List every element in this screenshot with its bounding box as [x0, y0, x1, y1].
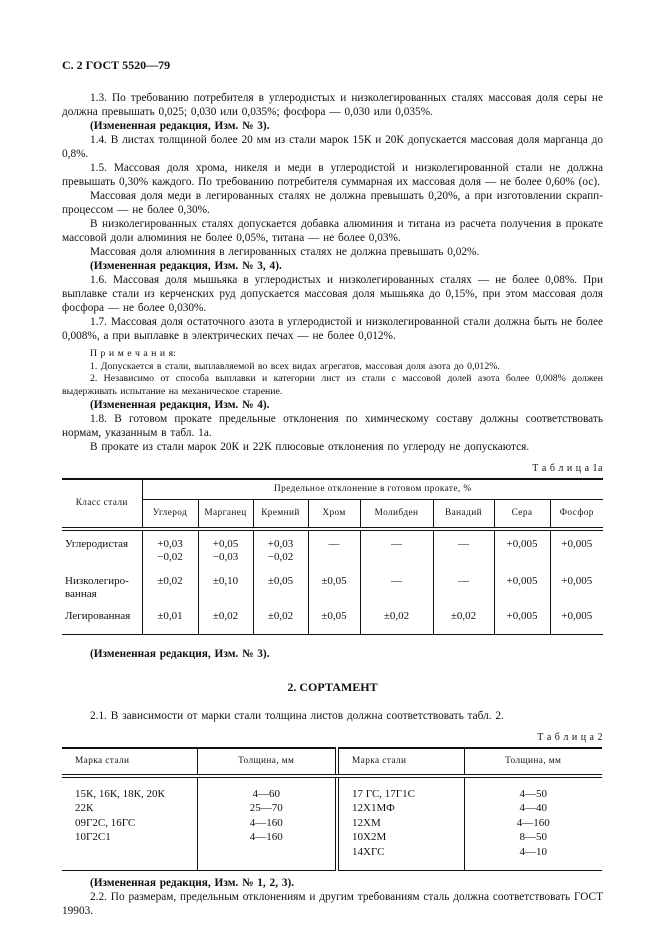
table-1a [62, 478, 603, 635]
table-cell: 22К [75, 802, 94, 814]
column-header: Марганец [198, 500, 253, 530]
paragraph: П р и м е ч а н и я: [90, 348, 176, 359]
section-2-heading: 2. СОРТАМЕНТ [287, 679, 378, 694]
cell-line: +0,03 [267, 538, 294, 550]
table-cell [253, 529, 308, 568]
cell-line: ванная [65, 588, 97, 600]
table-row [62, 603, 603, 634]
table-cell: 25—70 [197, 801, 337, 816]
column-header: Марка стали [62, 748, 197, 776]
cell-line: — [328, 538, 340, 550]
table-cell [198, 529, 253, 568]
table-cell [550, 603, 603, 634]
cell-line: — [391, 538, 402, 550]
cell-line: −0,02 [267, 551, 294, 563]
cell-line: ±0,05 [267, 575, 294, 587]
cell-line: ±0,02 [450, 610, 477, 622]
table-1a-head [62, 479, 603, 529]
steel-class-cell [62, 529, 142, 568]
table-cell: 14ХГС [337, 845, 464, 871]
cell-line: +0,005 [506, 575, 538, 587]
paragraph: 1.6. Массовая доля мышьяка в углеродистых и низколегированных сталях — не более 0,08%. При выплавке стали из керченских руд допускается массовая доля мышьяка до 0,15%, при этом массовая доля фосфора — не более 0,030%. [62, 274, 603, 314]
span-header: Предельное отклонение в готовом прокате, % [142, 479, 603, 500]
table-row [62, 830, 602, 845]
cell-line: +0,005 [561, 538, 593, 550]
paragraph: 1.4. В листах толщиной более 20 мм из стали марок 15К и 20К допускается массовая доля марганца до 0,8%. [62, 134, 603, 160]
table-cell: 09Г2С, 16ГС [75, 816, 136, 829]
table-row [62, 776, 602, 802]
column-header: Молибден [360, 500, 433, 530]
cell-line: ±0,10 [212, 575, 239, 587]
table-cell [360, 529, 433, 568]
paragraph: Массовая доля алюминия в легированных сталях не должна превышать 0,02%. [90, 246, 480, 258]
paragraph: (Измененная редакция, Изм. № 4). [90, 399, 270, 411]
column-header: Сера [494, 500, 550, 530]
cell-line: −0,03 [212, 551, 239, 563]
column-header: Толщина, мм [464, 748, 602, 776]
cell-line: ±0,05 [321, 575, 347, 587]
table-cell [360, 568, 433, 603]
cell-line: — [458, 575, 469, 587]
column-header: Хром [308, 500, 360, 530]
table-cell: 10Г2С1 [75, 831, 111, 843]
cell-line: +0,005 [561, 575, 593, 587]
column-header: Толщина, мм [197, 748, 337, 776]
table-row [62, 845, 602, 871]
paragraph-2-2: 2.2. По размерам, предельным отклонениям и другим требованиям сталь должна соответствовать ГОСТ 19903. [62, 891, 603, 917]
paragraph: 2. Независимо от способа выплавки и категории лист из стали с массовой долей азота более 0,008% должен выдерживать испытание на механическое старение. [62, 373, 603, 397]
table-2-footnote: (Измененная редакция, Изм. № 1, 2, 3). [90, 877, 295, 889]
table-row [62, 801, 602, 816]
cell-line: +0,03 [157, 538, 183, 550]
cell-line: Легированная [65, 610, 131, 622]
column-header: Кремний [253, 500, 308, 530]
table-cell: 4—160 [197, 830, 337, 845]
table-2-body [62, 776, 602, 871]
table-cell [494, 603, 550, 634]
page-header: С. 2 ГОСТ 5520—79 [62, 58, 171, 72]
table-cell: 4—50 [464, 776, 602, 802]
table-cell [550, 568, 603, 603]
table-cell [142, 529, 198, 568]
column-header: Марка стали [337, 748, 464, 776]
cell-line: ±0,02 [157, 575, 183, 587]
cell-line: +0,005 [506, 610, 538, 622]
table-cell [197, 845, 337, 871]
table-cell: 4—10 [464, 845, 602, 871]
table-1a-subheader-row [62, 500, 603, 530]
table-cell: 12Х1МФ [337, 801, 464, 816]
table-cell: 8—50 [464, 830, 602, 845]
table-row [62, 529, 603, 568]
cell-line: −0,02 [157, 551, 183, 563]
paragraph-2-1: 2.1. В зависимости от марки стали толщина листов должна соответствовать табл. 2. [90, 709, 504, 722]
cell-line: ±0,02 [212, 610, 239, 622]
table-cell [198, 568, 253, 603]
cell-line: ±0,02 [383, 610, 410, 622]
paragraph: 1.3. По требованию потребителя в углеродистых и низколегированных сталях массовая доля серы не должна превышать 0,025; 0,030 или 0,035%; фосфора — 0,030 или 0,035%. [62, 92, 603, 118]
table-cell [142, 603, 198, 634]
section-1-paragraphs [62, 91, 603, 454]
steel-class-cell [62, 568, 142, 603]
table-cell [433, 603, 494, 634]
paragraph: 1.8. В готовом прокате предельные отклонения по химическому составу должны соответствовать нормам, указанным в табл. 1а. [62, 413, 603, 439]
table-cell: 15К, 16К, 18К, 20К [75, 787, 165, 800]
paragraph: В низколегированных сталях допускается добавка алюминия и титана из расчета получения в прокате массовой доли алюминия не более 0,05%, титана — не более 0,03%. [62, 218, 603, 244]
table-cell [142, 568, 198, 603]
cell-line: ±0,05 [321, 610, 347, 622]
table-2-header-row [62, 748, 602, 776]
table-cell [253, 603, 308, 634]
table-cell [494, 568, 550, 603]
table-cell [308, 568, 360, 603]
table-row [62, 568, 603, 603]
cell-line: +0,05 [212, 538, 239, 550]
cell-line: +0,005 [506, 538, 538, 550]
table-1a-header-row [62, 479, 603, 500]
cell-line: Низколегиро- [65, 575, 129, 587]
cell-line: Углеродистая [65, 538, 129, 550]
table-row [62, 816, 602, 831]
table-1a-footnote: (Измененная редакция, Изм. № 3). [90, 647, 270, 660]
table-cell: 4—160 [197, 816, 337, 831]
table-cell [308, 603, 360, 634]
cell-line: +0,005 [561, 610, 593, 622]
paragraph: (Измененная редакция, Изм. № 3, 4). [90, 260, 282, 272]
paragraph: Массовая доля меди в легированных сталях не должна превышать 0,20%, а при изготовлении скрапп-процессом — не более 0,30%. [62, 190, 603, 216]
paragraph: 1. Допускается в стали, выплавляемой во всех видах агрегатов, массовая доля азота до 0,012%. [90, 360, 500, 372]
table-cell [433, 529, 494, 568]
table-cell: 4—160 [464, 816, 602, 831]
table-cell [253, 568, 308, 603]
cell-line: ±0,02 [267, 610, 294, 622]
paragraph: 1.7. Массовая доля остаточного азота в углеродистой и низколегированной стали должна быть не более 0,008%, а при выплавке в электрических печах — не более 0,012%. [62, 316, 603, 342]
column-header: Фосфор [550, 500, 603, 530]
column-header-steel-class: Класс стали [62, 479, 142, 529]
table-cell [308, 529, 360, 568]
column-header: Углерод [142, 500, 198, 530]
column-header: Ванадий [433, 500, 494, 530]
table-cell: 10Х2М [337, 830, 464, 845]
cell-line: — [391, 575, 402, 587]
table-cell [433, 568, 494, 603]
paragraph: 1.5. Массовая доля хрома, никеля и меди в углеродистой и низколегированной стали не должна превышать 0,30% каждого. По требованию потребителя суммарная их массовая доля — не более 0,60% (ос). [62, 162, 603, 188]
table-cell [62, 845, 197, 871]
table-cell [198, 603, 253, 634]
paragraph: (Измененная редакция, Изм. № 3). [90, 120, 270, 132]
table-cell [550, 529, 603, 568]
table-1a-label: Т а б л и ц а 1а [532, 463, 603, 474]
paragraph: В прокате из стали марок 20К и 22К плюсовые отклонения по углероду не допускаются. [90, 441, 530, 453]
table-cell: 12ХМ [337, 816, 464, 831]
table-1a-body [62, 529, 603, 634]
table-2-label: Т а б л и ц а 2 [537, 731, 603, 743]
cell-line: ±0,01 [157, 610, 183, 622]
cell-line: — [458, 538, 469, 550]
steel-class-cell [62, 603, 142, 634]
table-cell [360, 603, 433, 634]
table-2 [62, 747, 602, 872]
table-cell: 4—40 [464, 801, 602, 816]
table-2-head [62, 748, 602, 776]
table-cell: 17 ГС, 17Г1С [337, 776, 464, 802]
table-cell [494, 529, 550, 568]
table-cell: 4—60 [197, 776, 337, 802]
